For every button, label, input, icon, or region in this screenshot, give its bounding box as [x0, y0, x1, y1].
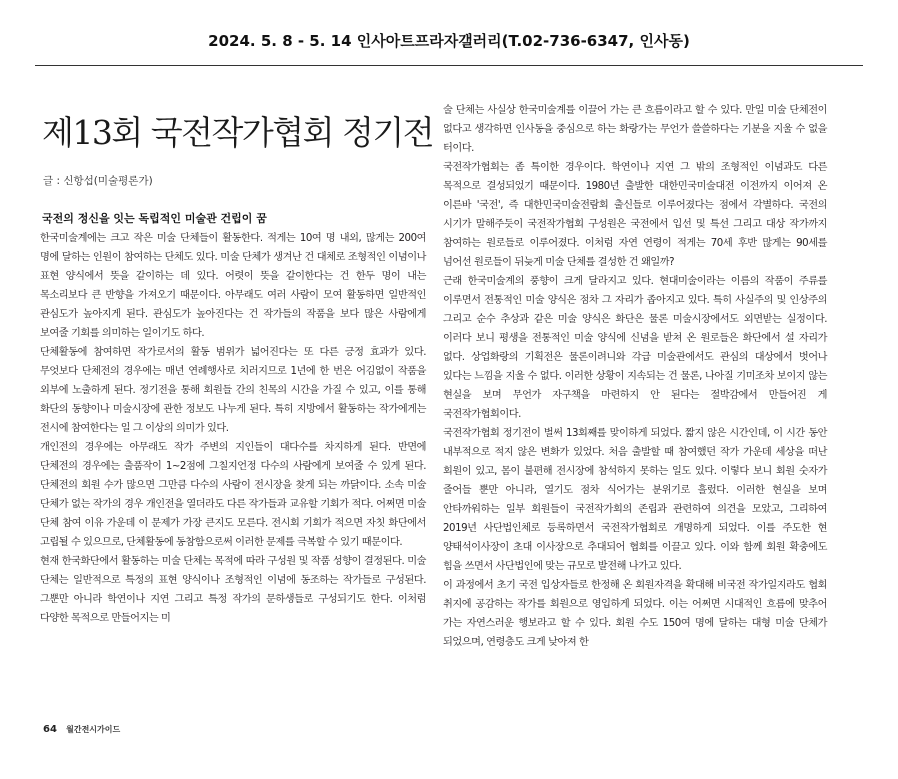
paragraph: 한국미술계에는 크고 작은 미술 단체들이 활동한다. 적게는 10여 명 내외, 많게는 200여 명에 달하는 인원이 참여하는 단체도 있다. 미술 단체가 생겨난 건 대체로 조형적인 이념이나 표현 양식에서 뜻을 같이하는 데 있다. 어렷이 뜻을 같이한다는 건 한두 명이 내는 목소리보다 큰 반향을 가져오기 때문이다. 아무래도 여러 사람이 모여 활동하면 일반적인 관심도가 높아지게 된다. 관심도가 높아진다는 건 작가들의 작품을 보다 많은 사람에게 보여줄 기회를 의미하는 일이기도 하다. [40, 233, 426, 339]
paragraph: 개인전의 경우에는 아무래도 작가 주변의 지인들이 대다수를 차지하게 된다. 반면에 단체전의 경우에는 출품작이 1~2점에 그칠지언정 다수의 사람에게 보여줄 수 있게 된다. 단체전의 회원 수가 많으면 그만큼 다수의 사람이 전시장을 찾게 되는 까닭이다. 소속 미술 단체가 없는 작가의 경우 개인전을 열더라도 다른 작가들과 교유할 기회가 적다. 어쩌면 미술 단체 참여 이유 가운데 이 문제가 가장 큰지도 모른다. 전시회 기회가 적으면 자칫 화단에서 고립될 수 있으므로, 단체활동에 동참함으로써 이러한 문제를 극복할 수 있기 때문이다. [40, 442, 426, 548]
paragraph: 국전작가협회 정기전이 벌써 13회째를 맞이하게 되었다. 짧지 않은 시간인데, 이 시간 동안 내부적으로 적지 않은 변화가 있었다. 처음 출발할 때 참여했던 작가 가운데 세상을 떠난 회원이 있고, 몸이 불편해 전시장에 참석하지 못하는 일도 있다. 이렇다 보니 회원 숫자가 줄어들 뿐만 아니라, 열기도 점차 식어가는 분위기로 흘렀다. 이러한 현실을 보며 안타까워하는 일부 회원들이 국전작가회의 존립과 관련하여 의견을 모았고, 그리하여 2019년 사단법인체로 등록하면서 국전작가협회로 개명하게 되었다. 이를 주도한 현 양태석이사장이 초대 이사장으로 추대되어 협회를 이끌고 있다. 이와 함께 회원 확충에도 힘을 쓰면서 사단법인에 맞는 규모로 발전해 나가고 있다. [443, 428, 827, 572]
article-subheading: 국전의 정신을 잇는 독립적인 미술관 건립이 꿈 [42, 212, 267, 225]
exhibition-info: 2024. 5. 8 - 5. 14 인사아트프라자갤러리(T.02-736-6347, 인사동) [208, 32, 690, 50]
paragraph: 국전작가협회는 좀 특이한 경우이다. 학연이나 지연 그 밖의 조형적인 이념과도 다른 목적으로 결성되었기 때문이다. 1980년 출발한 대한민국미술대전 이전까지 이어져 온 이른바 '국전', 즉 대한민국미술전람회 출신들로 이루어졌다는 점에서 각별하다. 국전의 시기가 말해주듯이 국전작가협회 구성원은 국전에서 입선 및 특선 그리고 대상 작가까지 참여하는 원로들로 이루어졌다. 이처럼 자연 연령이 적게는 70세 후반 많게는 90세를 넘어선 원로들이 뒤늦게 미술 단체를 결성한 건 왜일까? [443, 162, 827, 268]
article-author: 글 : 신항섭(미술평론가) [43, 175, 153, 187]
left-column [40, 229, 426, 628]
paragraph: 이 과정에서 초기 국전 입상자들로 한정해 온 회원자격을 확대해 비국전 작가일지라도 협회 취지에 공감하는 작가를 회원으로 영입하게 되었다. 이는 어쩌면 시대적인 흐름에 맞추어 가는 자연스러운 행보라고 할 수 있다. 회원 수도 150여 명에 달하는 대형 미술 단체가 되었으며, 연령층도 크게 낮아져 한 [443, 580, 827, 648]
article-title: 제13회 국전작가협회 정기전 [42, 113, 434, 152]
page-number: 64 [43, 724, 57, 735]
publication-logo: 월간전시가이드 [66, 725, 121, 734]
header-divider [35, 65, 863, 66]
paragraph: 단체활동에 참여하면 작가로서의 활동 범위가 넓어진다는 또 다른 긍정 효과가 있다. 무엇보다 단체전의 경우에는 매년 연례행사로 치러지므로 1년에 한 번은 어김없이 작품을 외부에 노출하게 된다. 정기전을 통해 회원들 간의 친목의 시간을 가질 수 있고, 이를 통해 화단의 동향이나 미술시장에 관한 정보도 나누게 된다. 특히 지방에서 활동하는 작가에게는 전시에 참여한다는 일 그 이상의 의미가 있다. [40, 347, 426, 434]
paragraph: 술 단체는 사실상 한국미술계를 이끌어 가는 큰 흐름이라고 할 수 있다. 만일 미술 단체전이 없다고 생각하면 인사동을 중심으로 하는 화랑가는 무언가 쓸쓸하다는 기분을 지울 수 없을 터이다. [443, 105, 827, 154]
paragraph: 현재 한국화단에서 활동하는 미술 단체는 목적에 따라 구성원 및 작품 성향이 결정된다. 미술 단체는 일반적으로 특정의 표현 양식이나 조형적인 이념에 동조하는 작가들로 구성된다. 그뿐만 아니라 학연이나 지연 그리고 특정 작가의 문하생들로 구성되기도 한다. 이처럼 다양한 목적으로 만들어지는 미 [40, 556, 426, 624]
right-column [443, 101, 827, 652]
paragraph: 근래 한국미술계의 풍향이 크게 달라지고 있다. 현대미술이라는 이름의 작품이 주류를 이루면서 전통적인 미술 양식은 점차 그 자리가 좁아지고 있다. 특히 사실주의 및 인상주의 그리고 순수 추상과 같은 미술 양식은 화단은 물론 미술시장에서도 외면받는 실정이다. 이러다 보니 평생을 전통적인 미술 양식에 신념을 받쳐 온 원로들은 화단에서 설 자리가 없다. 상업화랑의 기획전은 물론이려니와 각급 미술관에서도 관심의 대상에서 벗어나 있다는 느낌을 지울 수 없다. 이러한 상황이 지속되는 건 물론, 나아질 기미조차 보이지 않는 현실을 보며 무언가 자구책을 마련하지 안 된다는 절박감에서 만들어진 게 국전작가협회이다. [443, 276, 827, 420]
page-footer [43, 724, 120, 735]
